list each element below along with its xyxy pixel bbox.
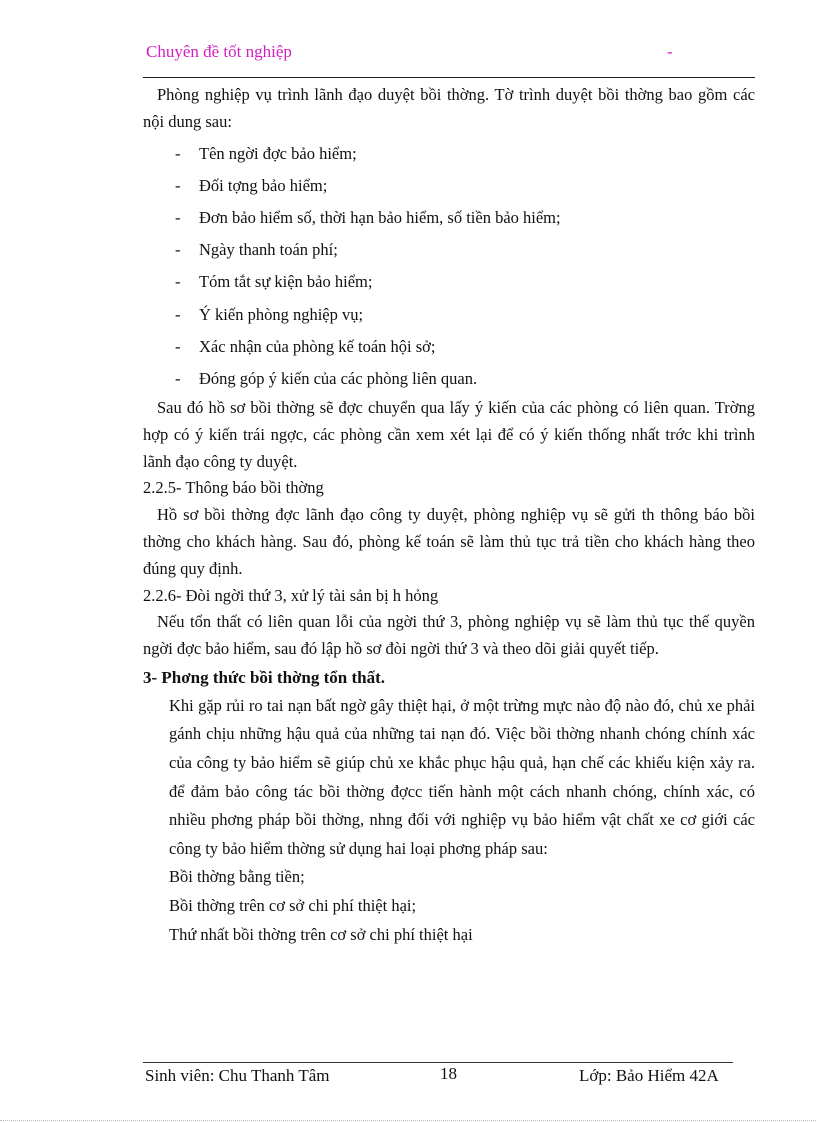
section-3-item: Bồi thờng bằng tiền; (169, 867, 305, 887)
header-mark: - (667, 42, 673, 61)
dash-bullet: - (175, 304, 181, 324)
footer-divider (143, 1062, 733, 1063)
section-3-text: Khi gặp rủi ro tai nạn bất ngờ gây thiệt hại, ở một trừng mực nào độ nào đó, chủ xe phải gánh chịu những hậu quả của những tai nạn đó. Việc bồi thờng nhanh chóng chính xác của công ty bảo hiểm sẽ giúp chủ xe khắc phục hậu quả, hạn chế các khiếu kiện xảy ra. để đảm bảo công tác bồi thờng đợcc tiến hành một cách nhanh chóng, chính xác, có nhiều phơng pháp bồi thờng, nhng đối với nghiệp vụ bảo hiểm vật chất xe cơ giới các công ty bảo hiểm thờng sử dụng hai loại phơng pháp sau: (169, 695, 755, 858)
header-title: Chuyên đề tốt nghiệp (146, 42, 292, 61)
section-2-2-5-text: Hồ sơ bồi thờng đợc lãnh đạo công ty duyệt, phòng nghiệp vụ sẽ gửi th thông báo bồi thờng cho khách hàng. Sau đó, phòng kế toán sẽ làm thủ tục trả tiền cho khách hàng theo đúng quy định. (143, 505, 755, 578)
list-item: - Xác nhận của phòng kế toán hội sở; (143, 331, 755, 363)
content-list (143, 138, 755, 396)
section-3-item: Thứ nhất bồi thờng trên cơ sở chi phí thiệt hại (169, 924, 473, 944)
dash-bullet: - (175, 240, 181, 260)
header-divider (143, 77, 755, 78)
dash-bullet: - (175, 207, 181, 227)
dash-bullet: - (175, 336, 181, 356)
footer-page-number: 18 (440, 1064, 457, 1083)
list-item: - Tóm tắt sự kiện bảo hiểm; (143, 266, 755, 298)
dash-bullet: - (175, 143, 181, 163)
intro-paragraph: Phòng nghiệp vụ trình lãnh đạo duyệt bồi thờng. Tờ trình duyệt bồi thờng bao gồm các nội dung sau: (143, 85, 755, 131)
list-item: - Ngày thanh toán phí; (143, 234, 755, 266)
list-item: - Đối tợng bảo hiểm; (143, 170, 755, 202)
list-item: - Đơn bảo hiểm số, thời hạn bảo hiểm, số tiền bảo hiểm; (143, 202, 755, 234)
dash-bullet: - (175, 368, 181, 388)
list-item: - Đóng góp ý kiến của các phòng liên quan. (143, 363, 755, 395)
footer-student: Sinh viên: Chu Thanh Tâm (145, 1066, 330, 1085)
paragraph-after-list: Sau đó hồ sơ bồi thờng sẽ đợc chuyển qua lấy ý kiến của các phòng có liên quan. Trờng hợp có ý kiến trái ngợc, các phòng cần xem xét lại để có ý kiến thống nhất trớc khi trình lãnh đạo công ty duyệt. (143, 398, 755, 471)
list-item: - Tên ngời đợc bảo hiểm; (143, 138, 755, 170)
footer-class: Lớp: Bảo Hiểm 42A (579, 1066, 719, 1085)
section-2-2-6-heading: 2.2.6- Đòi ngời thứ 3, xử lý tài sản bị h hỏng (143, 585, 439, 605)
section-3-heading: 3- Phơng thức bồi thờng tổn thất. (143, 668, 386, 688)
section-2-2-6-text: Nếu tổn thất có liên quan lỗi của ngời thứ 3, phòng nghiệp vụ sẽ làm thủ tục thế quyền ngời đợc bảo hiểm, sau đó lập hồ sơ đòi ngời thứ 3 và theo dõi giải quyết tiếp. (143, 612, 755, 659)
page-edge (0, 1120, 816, 1121)
document-body (143, 82, 755, 949)
dash-bullet: - (175, 175, 181, 195)
section-3-item: Bồi thờng trên cơ sở chi phí thiệt hại; (169, 896, 417, 916)
dash-bullet: - (175, 272, 181, 292)
list-item: - Ý kiến phòng nghiệp vụ; (143, 299, 755, 331)
section-2-2-5-heading: 2.2.5- Thông báo bồi thờng (143, 478, 324, 498)
